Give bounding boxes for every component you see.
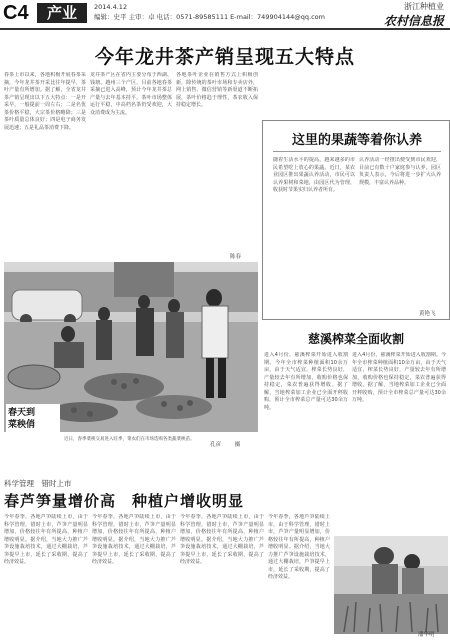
lead-author: 陈春 (230, 254, 242, 260)
divider (273, 151, 441, 152)
issue-date: 2014.4.12 (94, 3, 128, 11)
publication-name: 浙江种植业 (404, 2, 444, 11)
photo-tag-line1: 春天到 (8, 408, 36, 418)
fruit-author: 黄艳飞 (419, 311, 436, 317)
photo-tag-line2: 菜秧俏 (8, 420, 36, 430)
asparagus-photo[interactable] (334, 536, 448, 634)
editor-contact: 编辑：史平 主审：卓 电话：0571-89585111 E-mail：749904144@qq.com (94, 13, 325, 21)
photo-credit-suffix: 摄 (234, 442, 241, 448)
cixi-body-left: 进入4月份，慈溪榨菜开始进入收割期。今年全市榨菜种植面积10余万亩，由于天气适宜，榨菜长势良好，产量较去年有所增加，收购价格也保持稳定，菜农普遍获得增收。据了解，当地榨菜加工企业已全面开秤收购，预计全市榨菜总产量可达30余万吨。 (264, 352, 348, 411)
lead-body-col3: 各地茶叶企业在销售方式上积极创新，除传统的茶叶市场和专卖店外，网上销售、微信营销等新渠道不断拓展，茶叶价格趋于理性，茶农收入保持稳定增长。 (176, 72, 258, 108)
lead-body-col2: 龙井茶产区在省内主要分布于西湖、钱塘、越州三个产区，目前各地春茶采摘已进入高峰，预计今年龙井茶总产量与去年基本持平。茶叶市场整体运行平稳，中高档名茶仍受欢迎，大众消费成为主流。 (90, 72, 172, 116)
asparagus-body-col1: 今年春季，各地芦笋陆续上市，由于科学管理，错时上市，芦笋产量明显增加，价格较往年有所提高，种植户增收明显。据介绍，当地大力推广芦笋设施栽培技术，通过大棚栽培，芦笋提早上市，延长了采收期，提高了经济效益。 (4, 514, 88, 565)
fruit-article-box (262, 120, 450, 320)
asparagus-body-col2: 今年春季，各地芦笋陆续上市，由于科学管理，错时上市，芦笋产量明显增加，价格较往年有所提高，种植户增收明显。据介绍，当地大力推广芦笋设施栽培技术，通过大棚栽培，芦笋提早上市，延长了采收期，提高了经济效益。 (92, 514, 176, 565)
fruit-body-right: 认养活动一经推出便受到市民欢迎，目前已有数十户家庭参与认养。园区负责人表示，今后将进一步扩大认养规模，丰富认养品种。 (359, 157, 441, 186)
asparagus-author: 潘华明 (418, 632, 435, 638)
asparagus-body-col4: 今年春季，各地芦笋陆续上市，由于科学管理，错时上市，芦笋产量明显增加，价格较往年有所提高，种植户增收明显。据介绍，当地大力推广芦笋设施栽培技术，通过大棚栽培，芦笋提早上市，延长了采收期，提高了经济效益。 (268, 514, 330, 580)
page-header (0, 0, 450, 30)
section-label: 产业 (37, 3, 87, 23)
lead-body-col1: 春茶上市以来，各地积极开展春茶采摘，今年龙井茶开采比往年提早，茶叶产量有所增加。据了解，全省龙井茶产销呈现出以下五大特点：一是开采早，一般提前一周左右；二是名优茶价格平稳，大宗茶价格略降；三是茶叶质量总体良好；四是电子商务发展迅速；五是礼品茶消费下降。 (4, 72, 86, 131)
page-number: C4 (3, 2, 29, 24)
asparagus-photo-image (334, 536, 448, 634)
photo-tag (6, 404, 60, 436)
photo-credit (210, 440, 240, 448)
cixi-headline[interactable]: 慈溪榨菜全面收割 (307, 332, 404, 346)
cixi-body-right: 进入4月份，慈溪榨菜开始进入收割期。今年全市榨菜种植面积10余万亩，由于天气适宜，榨菜长势良好，产量较去年有所增加，收购价格也保持稳定，菜农普遍获得增收。据了解，当地榨菜加工企业已全面开秤收购，预计全市榨菜总产量可达30余万吨。 (352, 352, 446, 403)
fruit-body-left: 随着生活水平的提高，越来越多的市民希望吃上放心的果蔬。近日，某农业园区推出果蔬认养活动，市民可以认养果树和菜地，由园区代为管理，收获时节果实归认养者所有。 (273, 157, 355, 193)
masthead: 农村信息报 (383, 14, 444, 28)
asparagus-body-col3: 今年春季，各地芦笋陆续上市，由于科学管理，错时上市，芦笋产量明显增加，价格较往年有所提高，种植户增收明显。据介绍，当地大力推广芦笋设施栽培技术，通过大棚栽培，芦笋提早上市，延长了采收期，提高了经济效益。 (180, 514, 264, 565)
photo-caption: 近日，春季菜秧交易进入旺季，菜农们在市场选购各类蔬菜秧苗。 (64, 437, 195, 442)
fruit-headline[interactable]: 这里的果蔬等着你认养 (291, 133, 422, 148)
asparagus-headline[interactable]: 春芦笋量增价高 种植户增收明显 (4, 492, 245, 510)
main-headline[interactable]: 今年龙井茶产销呈现五大特点 (94, 46, 355, 68)
asparagus-kicker: 科学管理 错时上市 (4, 479, 72, 488)
photo-credit-name: 孔彦 (210, 442, 222, 448)
